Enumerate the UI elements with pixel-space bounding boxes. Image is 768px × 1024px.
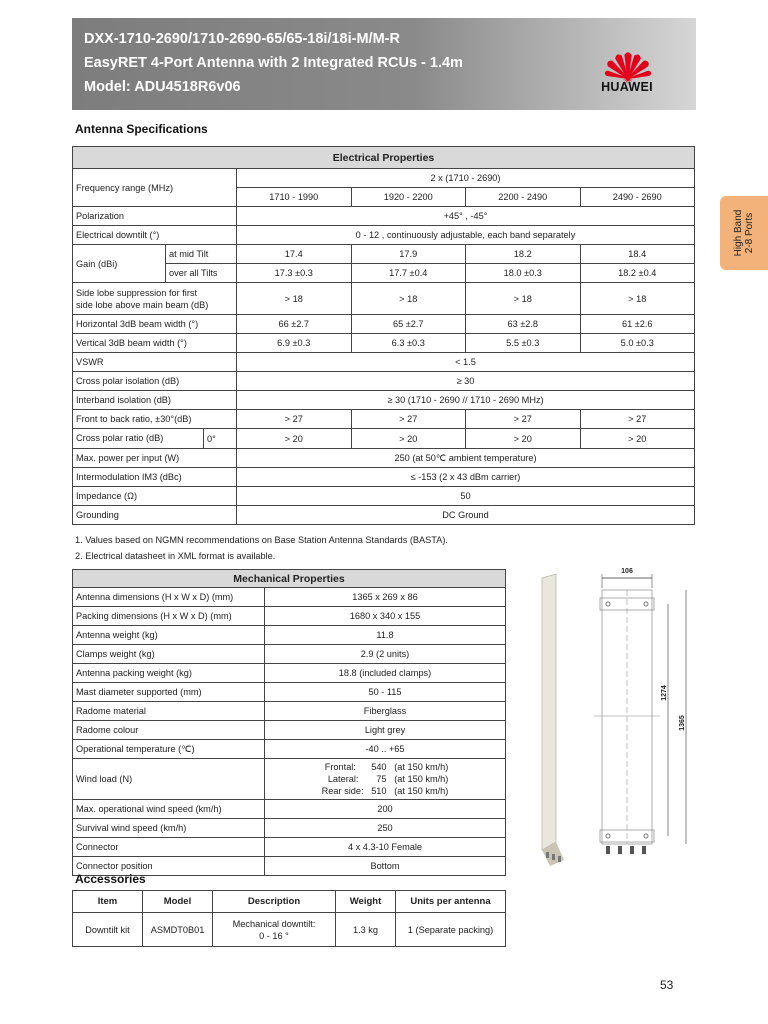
ftb-4: > 27: [580, 410, 695, 429]
freq-span: 2 x (1710 - 2690): [237, 169, 695, 188]
mech-label: Radome material: [73, 702, 265, 721]
band-2: 1920 - 2200: [351, 188, 466, 207]
mech-value: 50 - 115: [265, 683, 506, 702]
acc-model: ASMDT0B01: [143, 913, 213, 947]
antenna-spec-title: Antenna Specifications: [75, 122, 208, 136]
gain-mid-1: 17.4: [237, 245, 352, 264]
acc-units: 1 (Separate packing): [396, 913, 506, 947]
acc-header-item: Item: [73, 891, 143, 913]
mech-label: Packing dimensions (H x W x D) (mm): [73, 607, 265, 626]
mechanical-properties-table: [72, 569, 506, 876]
mech-label: Connector position: [73, 857, 265, 876]
vbw-3: 5.5 ±0.3: [466, 334, 581, 353]
table-row: [73, 721, 506, 740]
vbw-label: Vertical 3dB beam width (°): [73, 334, 237, 353]
hbw-label: Horizontal 3dB beam width (°): [73, 315, 237, 334]
acc-desc-line2: 0 - 16 °: [259, 930, 289, 941]
mech-value: 18.8 (included clamps): [265, 664, 506, 683]
xpr-4: > 20: [580, 429, 695, 449]
antenna-dimension-drawing: [520, 560, 700, 870]
sidelobe-4: > 18: [580, 283, 695, 315]
mech-label: Connector: [73, 838, 265, 857]
sidelobe-label-line2: side lobe above main beam (dB): [76, 299, 209, 310]
vswr-label: VSWR: [73, 353, 237, 372]
table-row: [73, 664, 506, 683]
drawing-width-label: 106: [621, 568, 633, 575]
band-side-tab: [720, 196, 768, 270]
xpr-sub: 0°: [207, 433, 216, 444]
vbw-4: 5.0 ±0.3: [580, 334, 695, 353]
band-1: 1710 - 1990: [237, 188, 352, 207]
downtilt-value: 0 - 12 , continuously adjustable, each band separately: [237, 226, 695, 245]
sidelobe-label-line1: Side lobe suppression for first: [76, 287, 198, 298]
side-tab-text: [733, 210, 755, 257]
xpr-2: > 20: [351, 429, 466, 449]
hbw-4: 61 ±2.6: [580, 315, 695, 334]
interband-label: Interband isolation (dB): [73, 391, 237, 410]
table-row: [73, 913, 506, 947]
mech-label: Operational temperature (℃): [73, 740, 265, 759]
mech-value: 2.9 (2 units): [265, 645, 506, 664]
sidelobe-3: > 18: [466, 283, 581, 315]
mech-label: Clamps weight (kg): [73, 645, 265, 664]
mech-value: 1680 x 340 x 155: [265, 607, 506, 626]
header-title: [84, 27, 463, 99]
sidelobe-1: > 18: [237, 283, 352, 315]
polarization-label: Polarization: [73, 207, 237, 226]
side-tab-line2: 2-8 Ports: [744, 212, 755, 254]
wind-label: Wind load (N): [73, 759, 265, 800]
impedance-value: 50: [237, 487, 695, 506]
electrical-properties-table: [72, 146, 695, 525]
table-row: [73, 588, 506, 607]
hbw-1: 66 ±2.7: [237, 315, 352, 334]
side-tab-line1: High Band: [733, 209, 744, 257]
mech-label: Antenna weight (kg): [73, 626, 265, 645]
product-name: EasyRET 4-Port Antenna with 2 Integrated RCUs - 1.4m: [84, 55, 463, 71]
vbw-2: 6.3 ±0.3: [351, 334, 466, 353]
brand-name: HUAWEI: [601, 80, 653, 94]
mech-label: Antenna packing weight (kg): [73, 664, 265, 683]
mech-value: Fiberglass: [265, 702, 506, 721]
acc-desc-line1: Mechanical downtilt:: [232, 918, 316, 929]
table-row: [73, 800, 506, 819]
hbw-2: 65 ±2.7: [351, 315, 466, 334]
mech-label: Max. operational wind speed (km/h): [73, 800, 265, 819]
gain-mid-label: at mid Tilt: [166, 245, 237, 264]
table-row: [73, 838, 506, 857]
drawing-height-inner: 1274: [661, 685, 668, 701]
wind-rear: Rear side: 510 (at 150 km/h): [321, 786, 449, 796]
mech-value: 250: [265, 819, 506, 838]
xpr-label-cell: [73, 429, 237, 449]
electrical-title: Electrical Properties: [73, 147, 695, 169]
maxpower-value: 250 (at 50℃ ambient temperature): [237, 449, 695, 468]
im3-value: ≤ -153 (2 x 43 dBm carrier): [237, 468, 695, 487]
mech-label: Mast diameter supported (mm): [73, 683, 265, 702]
gain-label: Gain (dBi): [73, 245, 166, 283]
page-number: 53: [660, 978, 674, 992]
wind-value: [265, 759, 506, 800]
table-row: [73, 819, 506, 838]
mech-label: Radome colour: [73, 721, 265, 740]
sidelobe-label: [73, 283, 237, 315]
accessories-title: Accessories: [75, 872, 146, 886]
grounding-value: DC Ground: [237, 506, 695, 525]
mech-label: Survival wind speed (km/h): [73, 819, 265, 838]
mech-value: 4 x 4.3-10 Female: [265, 838, 506, 857]
sidelobe-2: > 18: [351, 283, 466, 315]
maxpower-label: Max. power per input (W): [73, 449, 237, 468]
footnote-2: 2. Electrical datasheet in XML format is available.: [75, 551, 276, 561]
footnote-1: 1. Values based on NGMN recommendations on Base Station Antenna Standards (BASTA).: [75, 535, 448, 545]
mechanical-rows-2: [73, 800, 506, 876]
band-3: 2200 - 2490: [466, 188, 581, 207]
mech-value: -40 .. +65: [265, 740, 506, 759]
gain-all-4: 18.2 ±0.4: [580, 264, 695, 283]
polarization-value: +45° , -45°: [237, 207, 695, 226]
ftb-2: > 27: [351, 410, 466, 429]
mechanical-rows: [73, 588, 506, 759]
xpr-1: > 20: [237, 429, 352, 449]
table-row: [73, 702, 506, 721]
wind-frontal: Frontal: 540 (at 150 km/h): [324, 762, 449, 772]
gain-all-label: over all Tilts: [166, 264, 237, 283]
ftb-label: Front to back ratio, ±30°(dB): [73, 410, 237, 429]
gain-mid-2: 17.9: [351, 245, 466, 264]
xpol-iso-label: Cross polar isolation (dB): [73, 372, 237, 391]
acc-header-weight: Weight: [336, 891, 396, 913]
mech-label: Antenna dimensions (H x W x D) (mm): [73, 588, 265, 607]
vbw-1: 6.9 ±0.3: [237, 334, 352, 353]
xpol-iso-value: ≥ 30: [237, 372, 695, 391]
table-row: [73, 740, 506, 759]
acc-header-units: Units per antenna: [396, 891, 506, 913]
interband-value: ≥ 30 (1710 - 2690 // 1710 - 2690 MHz): [237, 391, 695, 410]
table-row: [73, 607, 506, 626]
gain-all-1: 17.3 ±0.3: [237, 264, 352, 283]
accessories-table: [72, 890, 506, 947]
mech-value: 11.8: [265, 626, 506, 645]
table-row: [73, 626, 506, 645]
model-number: Model: ADU4518R6v06: [84, 79, 241, 95]
acc-description: [213, 913, 336, 947]
drawing-height-outer: 1365: [679, 715, 686, 731]
ftb-3: > 27: [466, 410, 581, 429]
grounding-label: Grounding: [73, 506, 237, 525]
acc-weight: 1.3 kg: [336, 913, 396, 947]
acc-header-model: Model: [143, 891, 213, 913]
hbw-3: 63 ±2.8: [466, 315, 581, 334]
footnotes: [75, 532, 448, 564]
downtilt-label: Electrical downtilt (°): [73, 226, 237, 245]
band-4: 2490 - 2690: [580, 188, 695, 207]
freq-label: Frequency range (MHz): [73, 169, 237, 207]
im3-label: Intermodulation IM3 (dBc): [73, 468, 237, 487]
vswr-value: < 1.5: [237, 353, 695, 372]
mech-value: Bottom: [265, 857, 506, 876]
acc-header-description: Description: [213, 891, 336, 913]
impedance-label: Impedance (Ω): [73, 487, 237, 506]
gain-all-2: 17.7 ±0.4: [351, 264, 466, 283]
gain-all-3: 18.0 ±0.3: [466, 264, 581, 283]
acc-item: Downtilt kit: [73, 913, 143, 947]
wind-lateral: Lateral: 75 (at 150 km/h): [327, 774, 449, 784]
gain-mid-4: 18.4: [580, 245, 695, 264]
table-row: [73, 683, 506, 702]
xpr-label: Cross polar ratio (dB): [73, 429, 204, 448]
mechanical-title: Mechanical Properties: [73, 570, 506, 588]
mech-value: Light grey: [265, 721, 506, 740]
table-row: [73, 645, 506, 664]
mech-value: 200: [265, 800, 506, 819]
ftb-1: > 27: [237, 410, 352, 429]
mech-value: 1365 x 269 x 86: [265, 588, 506, 607]
xpr-3: > 20: [466, 429, 581, 449]
gain-mid-3: 18.2: [466, 245, 581, 264]
model-codes: DXX-1710-2690/1710-2690-65/65-18i/18i-M/M-R: [84, 31, 400, 47]
